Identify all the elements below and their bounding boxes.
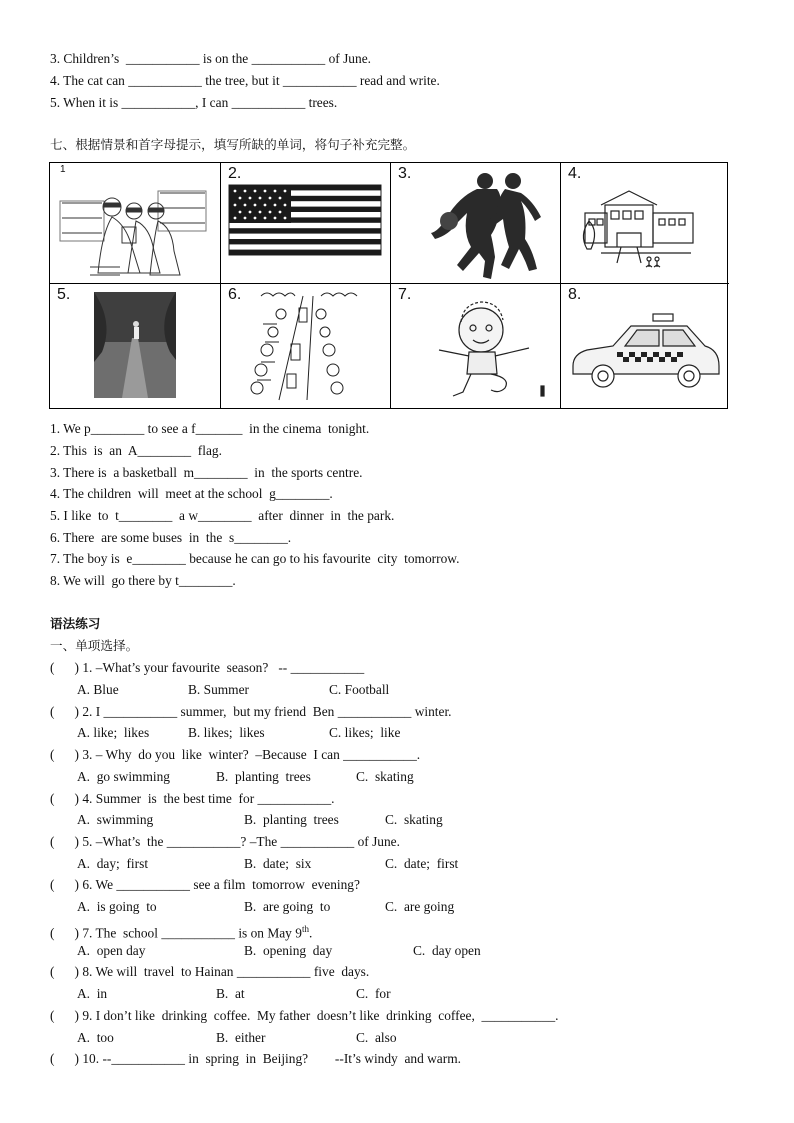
fill-sentence: 4. The children will meet at the school g________. bbox=[50, 486, 333, 501]
option-c: C. day open bbox=[413, 943, 481, 958]
sentence-4: 4. The cat can ___________ the tree, but it ___________ read and write. bbox=[50, 73, 440, 88]
excited-boy-icon bbox=[391, 284, 561, 408]
option-c: C. Football bbox=[329, 682, 390, 697]
question-stem-end: . bbox=[308, 925, 313, 941]
cinema-audience-icon bbox=[50, 163, 221, 284]
option-b: B. at bbox=[216, 986, 245, 1001]
section7-heading: 七、根据情景和首字母提示，填写所缺的单词，将句子补充完整。 bbox=[50, 137, 416, 152]
fill-sentence: 1. We p________ to see a f_______ in the cinema tonight. bbox=[50, 421, 370, 436]
option-a: A. in bbox=[77, 986, 108, 1001]
picture-cell-2 bbox=[221, 163, 391, 284]
picture-cell-5 bbox=[50, 284, 221, 408]
picture-cell-1 bbox=[50, 163, 221, 284]
option-b: B. Summer bbox=[188, 682, 250, 697]
question-stem bbox=[50, 921, 312, 941]
cell-number: 2. bbox=[228, 165, 242, 182]
cell-number: 8. bbox=[568, 286, 582, 303]
option-a: A. is going to bbox=[77, 899, 157, 914]
picture-grid bbox=[49, 162, 728, 409]
option-a: A. like; likes bbox=[77, 725, 150, 740]
school-building-icon bbox=[561, 163, 729, 284]
option-a: A. go swimming bbox=[77, 769, 170, 784]
picture-cell-3 bbox=[391, 163, 561, 284]
fill-sentence: 3. There is a basketball m________ in the sports centre. bbox=[50, 465, 363, 480]
option-c: C. also bbox=[356, 1030, 397, 1045]
option-a: A. too bbox=[77, 1030, 114, 1045]
street-with-buses-icon bbox=[221, 284, 391, 408]
option-a: A. swimming bbox=[77, 812, 154, 827]
question-stem: ( ) 9. I don’t like drinking coffee. My father doesn’t like drinking coffee, ___________. bbox=[50, 1008, 559, 1023]
park-path-walker-icon bbox=[50, 284, 221, 408]
option-a: A. Blue bbox=[77, 682, 119, 697]
cell-number: 4. bbox=[568, 165, 582, 182]
option-b: B. likes; likes bbox=[188, 725, 265, 740]
cell-number: 1 bbox=[60, 164, 66, 175]
option-c: C. skating bbox=[356, 769, 414, 784]
question-stem: ( ) 8. We will travel to Hainan ___________ five days. bbox=[50, 964, 370, 979]
option-c: C. likes; like bbox=[329, 725, 401, 740]
picture-cell-4 bbox=[561, 163, 729, 284]
question-stem: ( ) 10. --___________ in spring in Beijing? --It’s windy and warm. bbox=[50, 1051, 461, 1066]
picture-cell-8 bbox=[561, 284, 729, 408]
cell-number: 7. bbox=[398, 286, 412, 303]
grammar-subtitle: 一、单项选择。 bbox=[50, 638, 139, 653]
option-c: C. skating bbox=[385, 812, 443, 827]
option-b: B. planting trees bbox=[216, 769, 311, 784]
question-stem: ( ) 1. –What’s your favourite season? -- ___________ bbox=[50, 660, 365, 675]
picture-cell-7 bbox=[391, 284, 561, 408]
grammar-title: 语法练习 bbox=[50, 616, 101, 631]
question-stem: ( ) 2. I ___________ summer, but my friend Ben ___________ winter. bbox=[50, 704, 452, 719]
picture-cell-6 bbox=[221, 284, 391, 408]
cell-number: 5. bbox=[57, 286, 71, 303]
option-b: B. are going to bbox=[244, 899, 331, 914]
option-b: B. opening day bbox=[244, 943, 333, 958]
question-stem: ( ) 3. – Why do you like winter? –Because I can ___________. bbox=[50, 747, 421, 762]
question-stem-text: ( ) 7. The school ___________ is on May 9 bbox=[50, 925, 302, 941]
fill-sentence: 5. I like to t________ a w________ after dinner in the park. bbox=[50, 508, 395, 523]
fill-sentence: 2. This is an A________ flag. bbox=[50, 443, 222, 458]
option-b: B. either bbox=[216, 1030, 266, 1045]
sentence-3: 3. Children’s ___________ is on the ___________ of June. bbox=[50, 51, 371, 66]
option-c: C. for bbox=[356, 986, 391, 1001]
question-stem: ( ) 6. We ___________ see a film tomorrow evening? bbox=[50, 877, 360, 892]
sentence-5: 5. When it is ___________, I can ___________ trees. bbox=[50, 95, 338, 110]
question-stem: ( ) 4. Summer is the best time for ___________. bbox=[50, 791, 335, 806]
american-flag-icon bbox=[221, 163, 391, 284]
fill-sentence: 7. The boy is e________ because he can go to his favourite city tomorrow. bbox=[50, 551, 460, 566]
taxi-icon bbox=[561, 284, 729, 408]
option-a: A. open day bbox=[77, 943, 146, 958]
basketball-players-icon bbox=[391, 163, 561, 284]
option-c: C. are going bbox=[385, 899, 455, 914]
question-stem: ( ) 5. –What’s the ___________? –The ___________ of June. bbox=[50, 834, 400, 849]
fill-sentence: 8. We will go there by t________. bbox=[50, 573, 236, 588]
cell-number: 3. bbox=[398, 165, 412, 182]
fill-sentence: 6. There are some buses in the s________. bbox=[50, 530, 292, 545]
cell-number: 6. bbox=[228, 286, 242, 303]
option-b: B. date; six bbox=[244, 856, 312, 871]
ordinal-suffix: th bbox=[301, 924, 309, 934]
option-a: A. day; first bbox=[77, 856, 149, 871]
option-b: B. planting trees bbox=[244, 812, 339, 827]
option-c: C. date; first bbox=[385, 856, 459, 871]
